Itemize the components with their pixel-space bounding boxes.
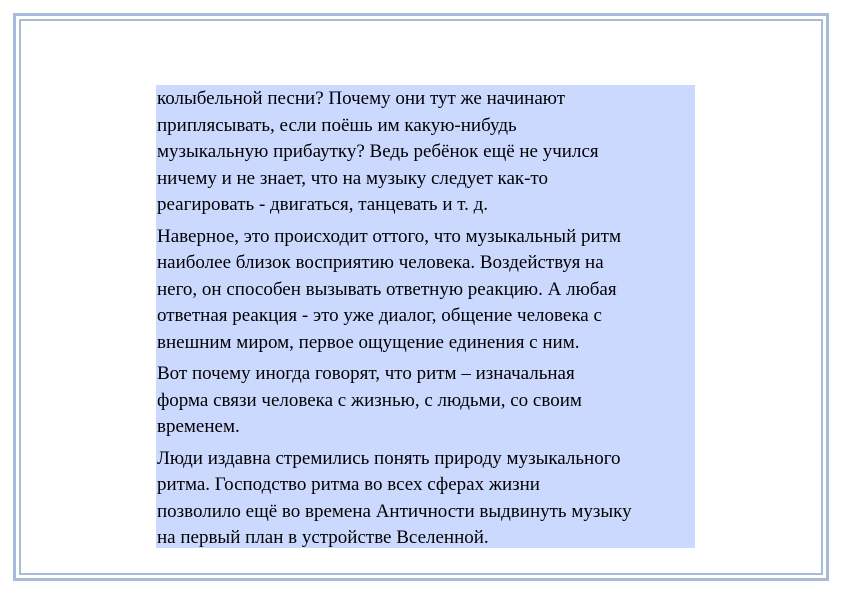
text-line: музыкальную прибаутку? Ведь ребёнок ещё не учился	[157, 141, 599, 162]
text-line: Наверное, это происходит оттого, что музыкальный ритм	[157, 225, 621, 247]
text-line: временем.	[157, 416, 240, 437]
text-line: на первый план в устройстве Вселенной.	[157, 527, 489, 548]
text-line: наиболее близок восприятию человека. Воздействуя на	[157, 252, 604, 273]
paragraph-3	[157, 361, 695, 441]
paragraph-1	[157, 86, 695, 219]
paragraph-2	[157, 224, 695, 357]
text-line: Вот почему иногда говорят, что ритм – изначальная	[157, 363, 575, 384]
text-line: позволило ещё во времена Античности выдвинуть музыку	[157, 500, 632, 522]
text-line: него, он способен вызывать ответную реакцию. А любая	[157, 278, 617, 300]
text-line: реагировать - двигаться, танцевать и т. д.	[157, 194, 489, 215]
text-line: ответная реакция - это уже диалог, общение человека с	[157, 305, 602, 326]
paragraph-4	[157, 446, 695, 552]
text-line: приплясывать, если поёшь им какую-нибудь	[157, 114, 517, 136]
text-block	[156, 85, 695, 548]
text-line: внешним миром, первое ощущение единения с ним.	[157, 331, 580, 353]
text-line: форма связи человека с жизнью, с людьми, со своим	[157, 389, 582, 411]
text-line: ритма. Господство ритма во всех сферах жизни	[157, 474, 540, 495]
text-line: Люди издавна стремились понять природу музыкального	[157, 447, 621, 469]
text-line: ничему и не знает, что на музыку следует как-то	[157, 167, 548, 189]
text-line: колыбельной песни? Почему они тут же начинают	[157, 88, 566, 109]
